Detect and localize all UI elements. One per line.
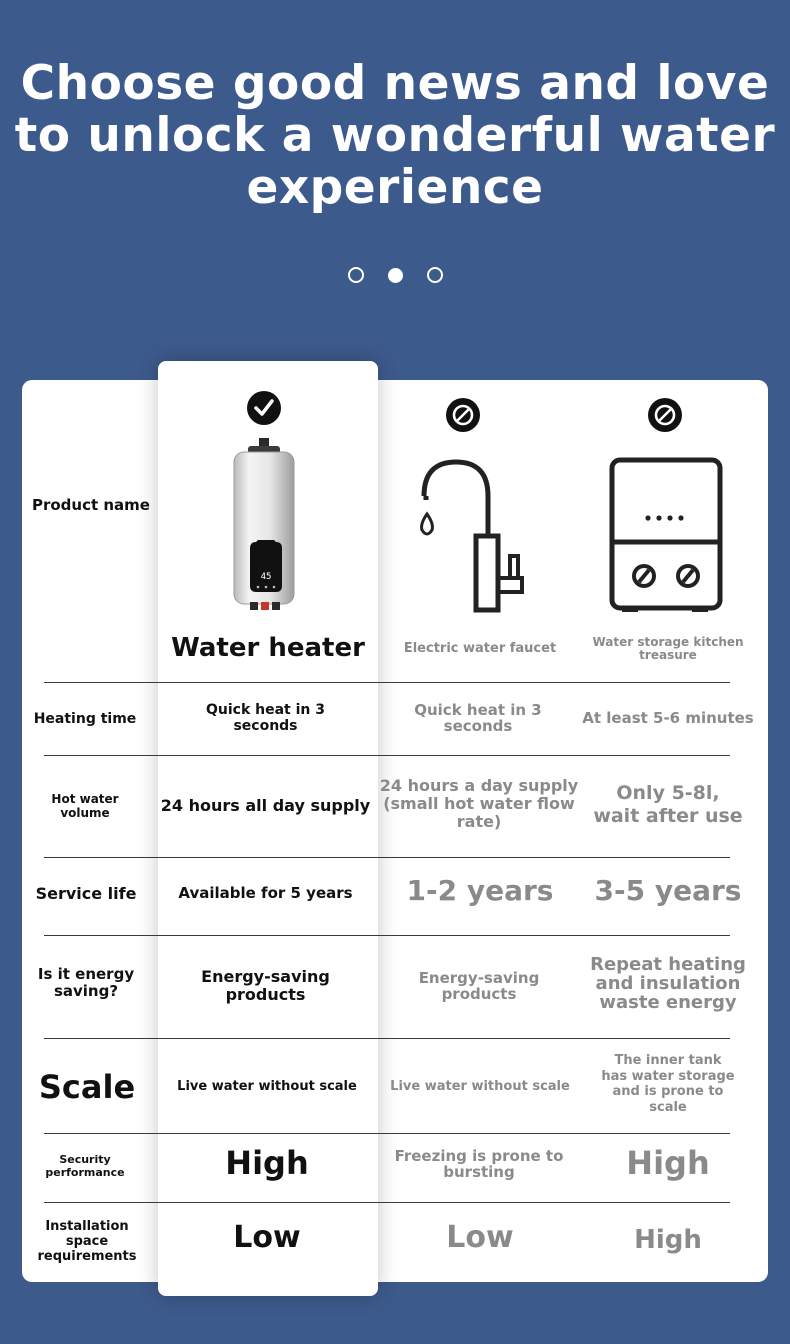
product-name-water-storage [580,634,756,664]
product-name-water-heater: Water heater [171,633,365,663]
product-name-water-storage-line-1: Water storage kitchen [592,635,744,649]
page-headline [0,58,790,214]
security-faucet-line-2: bursting [443,1163,515,1181]
headline-line-3: experience [246,160,544,215]
heating-time-faucet [380,700,576,736]
installation-ours: Low [233,1219,301,1255]
hot-water-volume-faucet [378,776,580,832]
hot-water-volume-storage [580,780,756,830]
prohibited-icon [648,398,682,432]
heating-time-faucet-line-1: Quick heat in 3 [414,701,542,719]
headline-line-2: to unlock a wonderful water [14,108,776,163]
row-label-hot-water-volume-line-2: volume [60,806,110,820]
hot-water-volume-storage-line-1: Only 5-8l, [616,782,720,804]
row-label-heating-time: Heating time [33,711,137,727]
check-icon [247,391,281,425]
product-name-water-storage-line-2: treasure [639,648,697,662]
row-label-energy-saving-line-1: Is it energy [37,965,135,983]
hot-water-volume-faucet-line-3: rate) [456,812,502,831]
security-faucet-line-1: Freezing is prone to [394,1147,564,1165]
row-label-scale: Scale [38,1068,136,1106]
carousel-dot-2-active[interactable] [388,268,403,283]
row-divider [44,1133,730,1134]
row-label-energy-saving [30,964,142,1002]
energy-saving-storage [580,952,756,1014]
hot-water-volume-ours: 24 hours all day supply [160,795,371,815]
scale-faucet: Live water without scale [390,1078,570,1094]
service-life-faucet: 1-2 years [406,873,554,907]
row-divider [44,935,730,936]
scale-storage [580,1052,756,1116]
energy-saving-ours-line-1: Energy-saving [201,967,330,986]
row-label-service-life: Service life [35,883,137,903]
energy-saving-ours [158,966,373,1006]
scale-storage-line-4: scale [649,1099,687,1115]
prohibited-icon [446,398,480,432]
row-divider [44,1202,730,1203]
headline-line-1: Choose good news and love [20,56,770,111]
row-label-security-performance [30,1152,140,1180]
row-divider [44,755,730,756]
security-ours: High [225,1144,309,1182]
carousel-pagination [0,267,790,283]
hot-water-volume-faucet-line-2: (small hot water flow [383,794,575,813]
scale-storage-line-3: and is prone to [612,1084,724,1099]
energy-saving-storage-line-1: Repeat heating [590,953,746,975]
heating-time-ours-line-1: Quick heat in 3 [205,702,325,718]
energy-saving-storage-line-3: waste energy [599,991,737,1013]
row-label-hot-water-volume-line-1: Hot water [51,792,119,806]
security-faucet [380,1146,578,1182]
energy-saving-faucet-line-1: Energy-saving [418,969,540,987]
installation-storage: High [634,1225,702,1255]
scale-ours: Live water without scale [177,1078,357,1094]
water-heater-image [228,436,302,612]
row-label-installation-line-1: Installation [45,1218,129,1234]
energy-saving-faucet-line-2: products [441,985,517,1003]
row-label-installation-space [30,1218,144,1264]
water-storage-treasure-image [608,456,724,616]
electric-faucet-image [414,456,530,616]
heating-time-storage: At least 5-6 minutes [582,709,754,727]
energy-saving-ours-line-2: products [225,985,306,1004]
service-life-storage: 3-5 years [594,873,742,907]
row-divider [44,1038,730,1039]
heating-time-ours [158,700,373,736]
row-label-hot-water-volume [30,790,140,822]
hot-water-volume-faucet-line-1: 24 hours a day supply [379,776,579,795]
heating-time-faucet-line-2: seconds [443,717,513,735]
service-life-ours: Available for 5 years [178,884,353,902]
heating-time-ours-line-2: seconds [233,718,298,734]
row-label-security-line-1: Security [59,1153,111,1166]
row-label-energy-saving-line-2: saving? [53,982,119,1000]
energy-saving-storage-line-2: and insulation [595,972,741,994]
carousel-dot-1[interactable] [348,267,364,283]
row-label-installation-line-3: requirements [37,1248,137,1264]
product-name-electric-faucet: Electric water faucet [403,640,557,656]
row-label-installation-line-2: space [65,1233,109,1249]
scale-storage-line-2: has water storage [601,1068,735,1084]
carousel-dot-3[interactable] [427,267,443,283]
row-divider [44,682,730,683]
energy-saving-faucet [380,968,578,1004]
heater-display-value: 45 [260,572,272,582]
row-label-security-line-2: performance [45,1166,125,1179]
security-storage: High [626,1144,710,1182]
scale-storage-line-1: The inner tank [614,1053,722,1068]
installation-faucet: Low [446,1219,514,1255]
hot-water-volume-storage-line-2: wait after use [593,805,743,827]
row-divider [44,857,730,858]
row-label-product-name: Product name [31,496,150,514]
